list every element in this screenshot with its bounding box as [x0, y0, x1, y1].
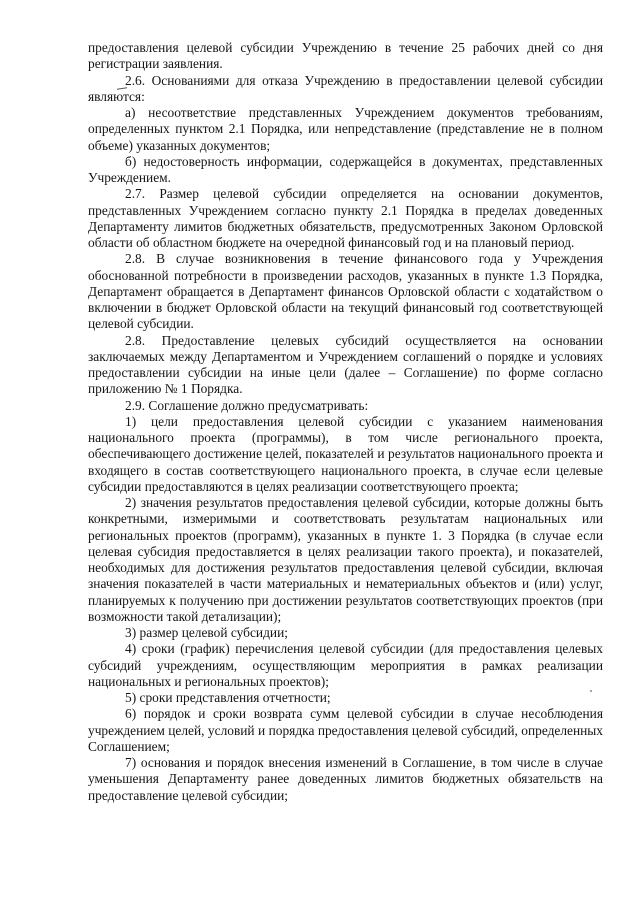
paragraph-2-6-a: а) несоответствие представленных Учреждением документов требованиям, определенных пунктом 2.1 Порядка, или непредставление (представление не в полном объеме) указанных документов; [88, 105, 603, 153]
list-item-3: 3) размер целевой субсидии; [125, 625, 288, 640]
paragraph-continuation: предоставления целевой субсидии Учреждению в течение 25 рабочих дней со дня регистрации заявления. [88, 40, 603, 72]
document-page [88, 40, 603, 804]
list-item-7: 7) основания и порядок внесения изменений в Соглашение, в том числе в случае уменьшения Департаменту ранее доведенных лимитов бюджетных обязательств на предоставление целевой субсидии; [88, 755, 603, 803]
list-item-6: 6) порядок и сроки возврата сумм целевой субсидии в случае несоблюдения учреждением целей, условий и порядка предоставления целевой субсидий, определенных Соглашением; [88, 706, 603, 754]
list-item-4: 4) сроки (график) перечисления целевой субсидии (для предоставления целевых субсидий учреждениям, осуществляющим мероприятия в рамках реализации национальных и региональных проектов); [88, 641, 603, 689]
paragraph-2-7: 2.7. Размер целевой субсидии определяется на основании документов, представленных Учреждением согласно пункту 2.1 Порядка в пределах доведенных Департаменту лимитов бюджетных обязательств, предусмотренных Законом Орловской области об областном бюджете на очередной финансовый год и на плановый период. [88, 186, 603, 250]
paragraph-2-6-b: б) недостоверность информации, содержащейся в документах, представленных Учреждением. [88, 153, 603, 185]
paragraph-2-6: 2.6. Основаниями для отказа Учреждению в предоставлении целевой субсидии являются: [88, 72, 603, 104]
list-item-1: 1) цели предоставления целевой субсидии с указанием наименования национального проекта (программы), в том числе регионального проекта, обеспечивающего достижение целей, показателей и результатов национального проекта и входящего в состав соответствующего национального проекта, в случае если целевые субсидии предоставляются в целях реализации соответствующего проекта; [88, 413, 603, 494]
paragraph-2-8-second: 2.8. Предоставление целевых субсидий осуществляется на основании заключаемых между Департаментом и Учреждением соглашений о порядке и условиях предоставлении субсидии на иные цели (далее – Соглашение) по форме согласно приложению № 1 Порядка. [88, 332, 603, 397]
paragraph-2-9: 2.9. Соглашение должно предусматривать: [125, 397, 369, 413]
list-item-5: 5) сроки представления отчетности; [125, 690, 331, 705]
paragraph-2-8-first: 2.8. В случае возникновения в течение финансового года у Учреждения обоснованной потребности в произведении расходов, указанных в пункте 1.3 Порядка, Департамент обращается в Департамент финансов Орловской области с ходатайством о включении в бюджет Орловской области на текущий финансовый год соответствующей целевой субсидии. [88, 251, 603, 332]
list-item-2: 2) значения результатов предоставления целевой субсидии, которые должны быть конкретными, измеримыми и соответствовать результатам национальных или региональных проектов (программ), указанных в пункте 1. 3 Порядка (в случае если целевая субсидия предоставляется в целях реализации такого проекта), и показателей, необходимых для достижения результатов предоставления целевой субсидии, включая значения показателей в части материальных и нематериальных объектов и (или) услуг, планируемых к получению при достижении результатов соответствующих проектов (при возможности такой детализации); [88, 495, 603, 624]
